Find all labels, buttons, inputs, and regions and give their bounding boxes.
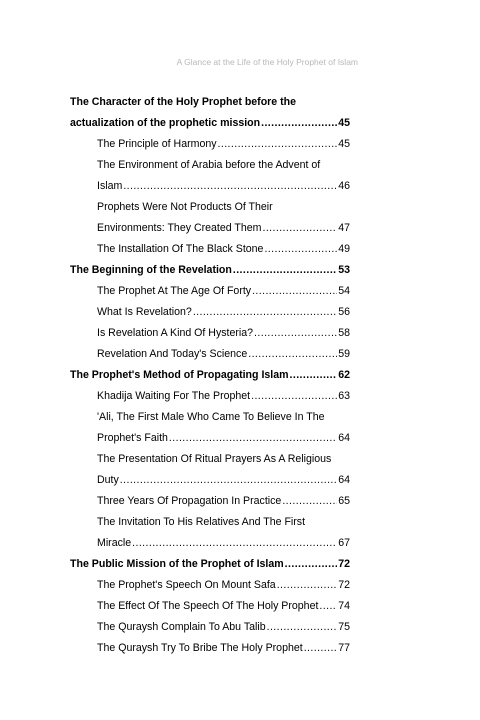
- toc-line: [70, 218, 350, 239]
- toc-line: [70, 512, 350, 533]
- toc-entry-title: The Character of the Holy Prophet before the: [70, 96, 297, 108]
- toc-line: [70, 344, 350, 365]
- toc-line: [70, 323, 350, 344]
- toc-line: [70, 617, 350, 638]
- dot-leader: [123, 176, 337, 197]
- toc-entry-title: Miracle: [97, 537, 132, 549]
- dot-leader: [132, 533, 337, 554]
- toc-entry-page: 65: [338, 495, 350, 507]
- toc-line: [70, 113, 350, 134]
- toc-entry-page: 74: [338, 600, 350, 612]
- toc-line: [70, 428, 350, 449]
- toc-entry-page: 67: [338, 537, 350, 549]
- dot-leader: [262, 218, 337, 239]
- toc-entry-title: The Prophet At The Age Of Forty: [97, 285, 252, 297]
- toc-entry-page: 72: [338, 558, 350, 570]
- toc-entry-title: The Presentation Of Ritual Prayers As A Religious: [97, 453, 332, 465]
- dot-leader: [233, 260, 337, 281]
- toc-line: [70, 239, 350, 260]
- running-header: A Glance at the Life of the Holy Prophet of Islam: [176, 57, 358, 67]
- dot-leader: [319, 596, 337, 617]
- dot-leader: [267, 617, 338, 638]
- toc-entry-title: The Quraysh Try To Bribe The Holy Prophet: [97, 642, 303, 654]
- toc-entry-page: 59: [338, 348, 350, 360]
- toc-entry-page: 64: [338, 474, 350, 486]
- toc-entry-title: The Public Mission of the Prophet of Islam: [70, 558, 284, 570]
- toc-entry-title: The Beginning of the Revelation: [70, 264, 232, 276]
- toc-entry-title: Prophet's Faith: [97, 432, 168, 444]
- toc-entry-title: 'Ali, The First Male Who Came To Believe In The: [97, 411, 325, 423]
- toc-line: [70, 638, 350, 659]
- toc-line: [70, 575, 350, 596]
- toc-entry-title: Three Years Of Propagation In Practice: [97, 495, 282, 507]
- toc-entry-page: 63: [338, 390, 350, 402]
- dot-leader: [169, 428, 337, 449]
- toc-line: [70, 134, 350, 155]
- dot-leader: [282, 491, 337, 512]
- toc-entry-title: Khadija Waiting For The Prophet: [97, 390, 251, 402]
- toc-entry-title: The Environment of Arabia before the Advent of: [97, 159, 321, 171]
- toc-entry-page: 62: [338, 369, 350, 381]
- toc-entry-page: 49: [338, 243, 350, 255]
- toc-line: [70, 92, 350, 113]
- toc-line: [70, 554, 350, 575]
- toc-entry-title: What Is Revelation?: [97, 306, 192, 318]
- toc-entry-page: 54: [338, 285, 350, 297]
- toc-entry-title: The Invitation To His Relatives And The First: [97, 516, 306, 528]
- toc-entry-title: The Effect Of The Speech Of The Holy Prophet: [97, 600, 319, 612]
- dot-leader: [254, 323, 337, 344]
- toc-entry-title: The Installation Of The Black Stone: [97, 243, 264, 255]
- toc-line: [70, 407, 350, 428]
- toc-entry-title: The Prophet's Method of Propagating Islam: [70, 369, 289, 381]
- table-of-contents: [70, 92, 350, 659]
- dot-leader: [290, 365, 338, 386]
- toc-entry-page: 58: [338, 327, 350, 339]
- dot-leader: [261, 113, 337, 134]
- toc-line: [70, 365, 350, 386]
- toc-entry-title: actualization of the prophetic mission: [70, 117, 261, 129]
- toc-entry-title: Prophets Were Not Products Of Their: [97, 201, 273, 213]
- toc-line: [70, 302, 350, 323]
- toc-line: [70, 260, 350, 281]
- dot-leader: [248, 344, 337, 365]
- dot-leader: [285, 554, 338, 575]
- toc-line: [70, 386, 350, 407]
- toc-entry-page: 56: [338, 306, 350, 318]
- toc-line: [70, 281, 350, 302]
- dot-leader: [304, 638, 338, 659]
- toc-entry-title: The Principle of Harmony: [97, 138, 217, 150]
- toc-entry-title: Environments: They Created Them: [97, 222, 262, 234]
- dot-leader: [218, 134, 338, 155]
- toc-entry-title: Is Revelation A Kind Of Hysteria?: [97, 327, 254, 339]
- toc-line: [70, 449, 350, 470]
- toc-line: [70, 197, 350, 218]
- toc-line: [70, 176, 350, 197]
- toc-entry-title: Duty: [97, 474, 119, 486]
- dot-leader: [193, 302, 337, 323]
- dot-leader: [252, 281, 337, 302]
- toc-line: [70, 470, 350, 491]
- toc-entry-page: 77: [338, 642, 350, 654]
- toc-entry-page: 72: [338, 579, 350, 591]
- toc-entry-title: The Prophet's Speech On Mount Safa: [97, 579, 276, 591]
- toc-entry-title: Revelation And Today's Science: [97, 348, 248, 360]
- toc-entry-title: Islam: [97, 180, 123, 192]
- dot-leader: [277, 575, 338, 596]
- toc-entry-page: 45: [338, 138, 350, 150]
- toc-line: [70, 533, 350, 554]
- toc-entry-title: The Quraysh Complain To Abu Talib: [97, 621, 266, 633]
- toc-line: [70, 155, 350, 176]
- toc-entry-page: 45: [338, 117, 350, 129]
- dot-leader: [264, 239, 337, 260]
- toc-entry-page: 46: [338, 180, 350, 192]
- dot-leader: [251, 386, 337, 407]
- toc-line: [70, 596, 350, 617]
- toc-entry-page: 75: [338, 621, 350, 633]
- toc-entry-page: 47: [338, 222, 350, 234]
- toc-entry-page: 53: [338, 264, 350, 276]
- toc-entry-page: 64: [338, 432, 350, 444]
- toc-line: [70, 491, 350, 512]
- dot-leader: [120, 470, 337, 491]
